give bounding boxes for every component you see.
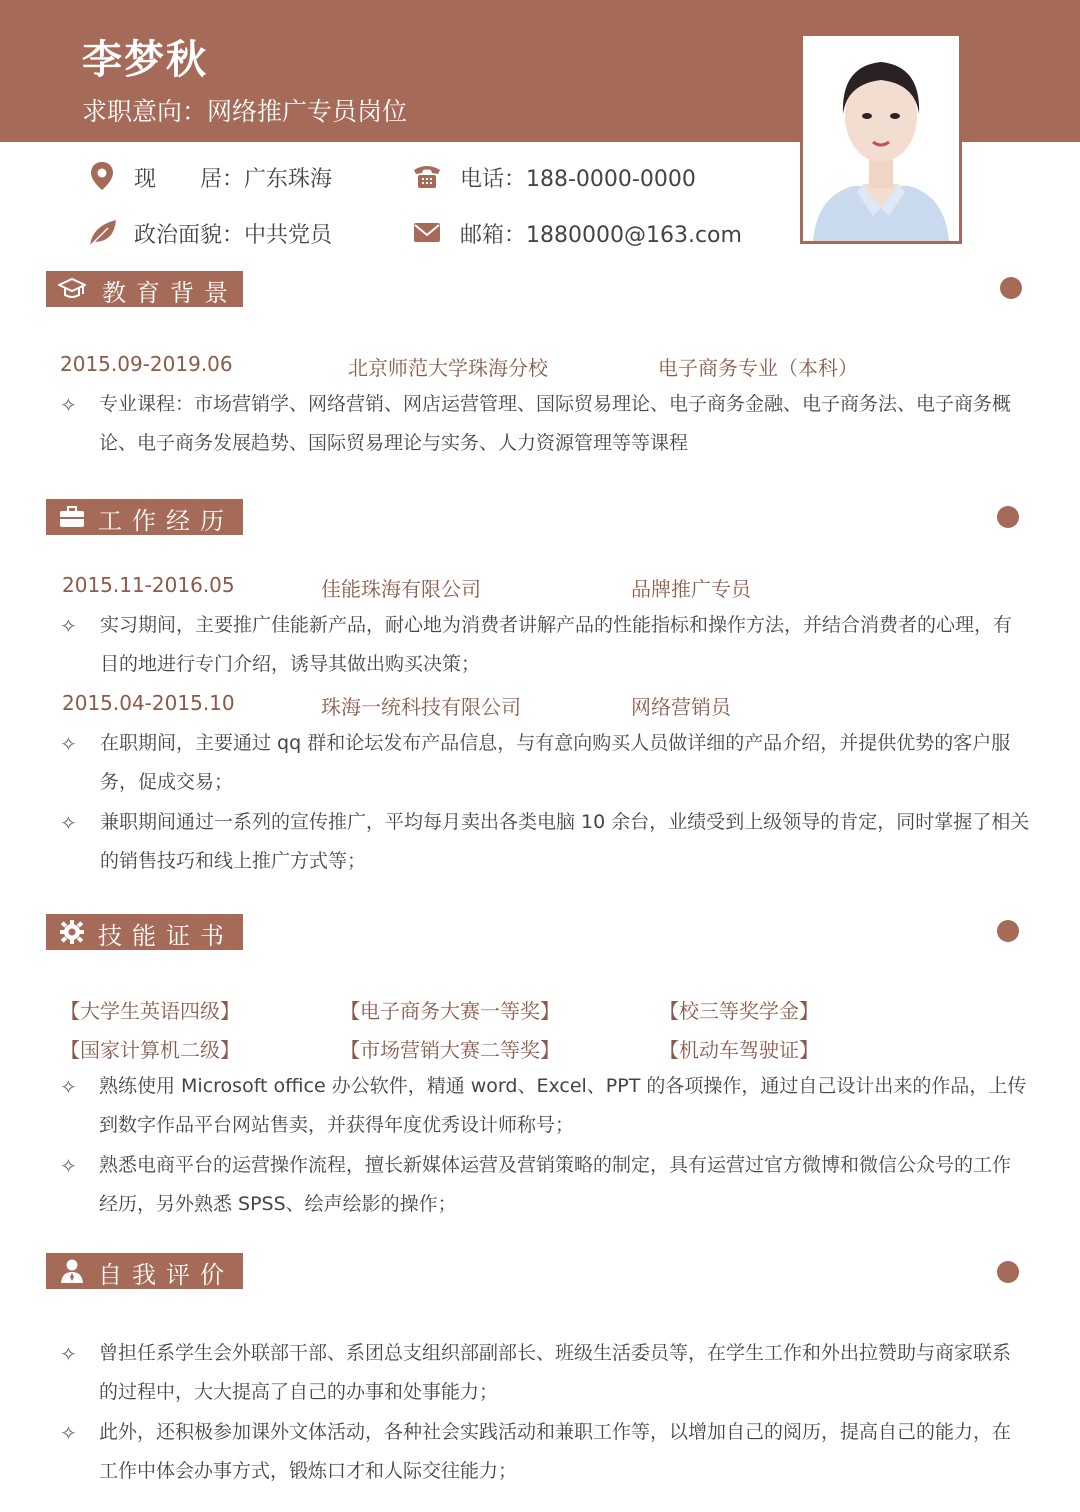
skill-certificate: 【大学生英语四级】 [60,999,240,1023]
job-description: 兼职期间通过一系列的宣传推广，平均每月卖出各类电脑 10 余台，业绩受到上级领导的肯定，同时掌握了相关的销售技巧和线上推广方式等； [100,811,1030,872]
section-title: 教育背景 [102,279,238,307]
job-role: 品牌推广专员 [631,577,751,601]
job-company: 佳能珠海有限公司 [321,577,481,601]
candidate-name: 李梦秋 [82,37,208,83]
section-title: 工作经历 [98,507,234,535]
person-icon [58,1258,86,1284]
self-evaluation-text: 此外，还积极参加课外文体活动，各种社会实践活动和兼职工作等，以增加自己的阅历，提高自己的能力，在工作中体会办事方式，锻炼口才和人际交往能力； [99,1421,1012,1482]
bullet-symbol: ✧ [60,732,77,756]
skill-description: 熟练使用 Microsoft office 办公软件，精通 word、Excel、PPT 的各项操作，通过自己设计出来的作品，上传到数字作品平台网站售卖，并获得年度优秀设计师称号； [99,1075,1027,1136]
telephone-icon [411,160,443,192]
email-info: 邮箱：1880000@163.com [460,223,742,248]
residence-info: 现 居：广东珠海 [134,167,333,192]
bullet-symbol: ✧ [60,1154,77,1178]
section-dot [997,1261,1019,1283]
envelope-icon [411,216,443,248]
section-header-work [46,499,243,535]
education-courses: 专业课程：市场营销学、网络营销、网店运营管理、国际贸易理论、电子商务金融、电子商务法、电子商务概论、电子商务发展趋势、国际贸易理论与实务、人力资源管理等等课程 [99,393,1012,454]
briefcase-icon [58,504,86,530]
portrait-illustration [803,36,959,241]
graduation-cap-icon [58,276,86,302]
section-title: 自我评价 [98,1261,234,1289]
section-header-education [46,271,243,307]
skill-certificate: 【市场营销大赛二等奖】 [340,1038,560,1062]
leaf-icon [86,216,118,248]
gear-icon [58,919,86,945]
job-role: 网络营销员 [631,695,731,719]
skill-certificate: 【电子商务大赛一等奖】 [340,999,560,1023]
bullet-symbol: ✧ [60,1421,77,1445]
self-evaluation-text: 曾担任系学生会外联部干部、系团总支组织部副部长、班级生活委员等，在学生工作和外出拉赞助与商家联系的过程中，大大提高了自己的办事和处事能力； [99,1342,1012,1403]
job-objective: 求职意向：网络推广专员岗位 [82,97,408,126]
bullet-symbol: ✧ [60,1342,77,1366]
education-major: 电子商务专业（本科） [658,356,858,380]
job-description: 实习期间，主要推广佳能新产品，耐心地为消费者讲解产品的性能指标和操作方法，并结合消费者的心理，有目的地进行专门介绍，诱导其做出购买决策； [100,614,1013,675]
job-date: 2015.11-2016.05 [62,573,235,597]
section-dot [1000,277,1022,299]
skill-certificate: 【机动车驾驶证】 [659,1038,819,1062]
section-dot [997,920,1019,942]
section-dot [997,506,1019,528]
job-date: 2015.04-2015.10 [62,691,235,715]
profile-photo [800,33,962,244]
section-header-skills [46,914,243,950]
skill-description: 熟悉电商平台的运营操作流程，擅长新媒体运营及营销策略的制定，具有运营过官方微博和微信公众号的工作经历，另外熟悉 SPSS、绘声绘影的操作； [99,1154,1012,1215]
bullet-symbol: ✧ [60,393,77,417]
bullet-symbol: ✧ [60,811,77,835]
education-school: 北京师范大学珠海分校 [348,356,548,380]
location-pin-icon [86,160,118,192]
job-description: 在职期间，主要通过 qq 群和论坛发布产品信息，与有意向购买人员做详细的产品介绍，并提供优势的客户服务，促成交易； [100,732,1011,793]
job-company: 珠海一统科技有限公司 [321,695,521,719]
section-header-self-evaluation [46,1253,243,1289]
bullet-symbol: ✧ [60,614,77,638]
bullet-symbol: ✧ [60,1075,77,1099]
education-date: 2015.09-2019.06 [60,352,233,376]
phone-info: 电话：188-0000-0000 [460,167,696,192]
section-title: 技能证书 [98,922,234,950]
skill-certificate: 【国家计算机二级】 [60,1038,240,1062]
political-status-info: 政治面貌：中共党员 [134,223,333,248]
skill-certificate: 【校三等奖学金】 [659,999,819,1023]
